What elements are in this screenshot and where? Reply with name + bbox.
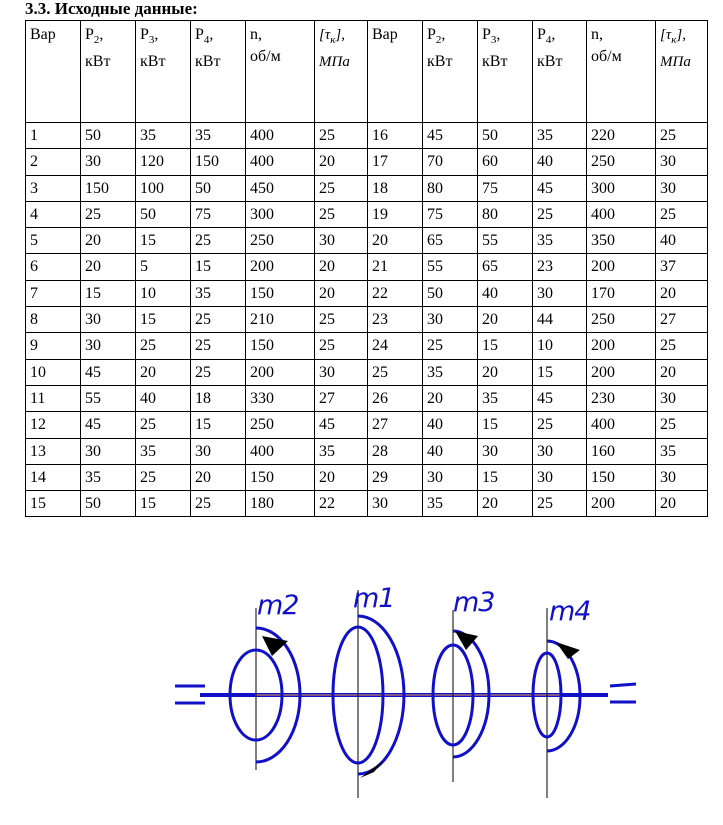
torque-arrow-m4 <box>556 642 580 659</box>
table-cell: 15 <box>26 491 81 517</box>
table-cell: 25 <box>191 307 246 333</box>
table-cell: 30 <box>81 438 136 464</box>
table-cell: 45 <box>81 412 136 438</box>
table-cell: 30 <box>533 438 587 464</box>
table-cell: 75 <box>191 201 246 227</box>
table-cell: 25 <box>656 412 708 438</box>
table-cell: 25 <box>533 201 587 227</box>
table-cell: 20 <box>478 491 533 517</box>
header-tau: $[\tau_к]$, МПа <box>315 21 368 123</box>
table-cell: 6 <box>26 254 81 280</box>
table-row <box>26 438 708 464</box>
table-cell: 35 <box>656 438 708 464</box>
table-cell: 150 <box>587 464 656 490</box>
table-cell: 150 <box>246 333 315 359</box>
table-cell: 35 <box>533 123 587 149</box>
table-cell: 50 <box>136 201 191 227</box>
table-cell: 20 <box>656 491 708 517</box>
header-p3-2: $P_3$, кВт <box>478 21 533 123</box>
table-cell: 200 <box>587 254 656 280</box>
table-row <box>26 254 708 280</box>
table-cell: 15 <box>533 359 587 385</box>
table-cell: 20 <box>656 280 708 306</box>
table-cell: 27 <box>656 307 708 333</box>
table-cell: 25 <box>656 201 708 227</box>
table-cell: 25 <box>533 491 587 517</box>
header-variant: Вар <box>26 21 81 123</box>
label-m4: m4 <box>549 596 591 627</box>
table-cell: 40 <box>423 438 478 464</box>
table-row <box>26 464 708 490</box>
table-cell: 40 <box>656 228 708 254</box>
header-n-2: n, об/м <box>587 21 656 123</box>
table-row <box>26 385 708 411</box>
table-cell: 14 <box>26 464 81 490</box>
table-cell: 25 <box>656 123 708 149</box>
input-data-table <box>25 20 708 517</box>
table-cell: 250 <box>587 307 656 333</box>
table-cell: 250 <box>587 149 656 175</box>
table-cell: 30 <box>656 175 708 201</box>
table-cell: 20 <box>656 359 708 385</box>
table-cell: 25 <box>368 359 423 385</box>
table-cell: 300 <box>246 201 315 227</box>
table-cell: 400 <box>246 123 315 149</box>
table-cell: 28 <box>368 438 423 464</box>
table-cell: 24 <box>368 333 423 359</box>
table-cell: 30 <box>533 464 587 490</box>
table-cell: 80 <box>478 201 533 227</box>
header-variant-2: Вар <box>368 21 423 123</box>
header-p2: $P_2$, кВт <box>81 21 136 123</box>
table-cell: 15 <box>81 280 136 306</box>
table-cell: 15 <box>478 412 533 438</box>
table-cell: 35 <box>81 464 136 490</box>
table-cell: 450 <box>246 175 315 201</box>
header-p4-2: $P_4$, кВт <box>533 21 587 123</box>
table-cell: 55 <box>478 228 533 254</box>
table-row <box>26 175 708 201</box>
section-title: 3.3. Исходные данные: <box>25 0 198 18</box>
table-row <box>26 333 708 359</box>
table-cell: 10 <box>533 333 587 359</box>
table-cell: 16 <box>368 123 423 149</box>
table-cell: 15 <box>191 254 246 280</box>
table-cell: 25 <box>81 201 136 227</box>
table-cell: 18 <box>368 175 423 201</box>
header-tau-2: $[\tau_к]$, МПа <box>656 21 708 123</box>
table-cell: 17 <box>368 149 423 175</box>
table-cell: 25 <box>315 307 368 333</box>
table-cell: 35 <box>136 438 191 464</box>
table-cell: 10 <box>26 359 81 385</box>
table-cell: 40 <box>423 412 478 438</box>
table-cell: 75 <box>423 201 478 227</box>
table-cell: 15 <box>136 491 191 517</box>
table-cell: 30 <box>81 149 136 175</box>
table-cell: 220 <box>587 123 656 149</box>
table-cell: 70 <box>423 149 478 175</box>
table-cell: 300 <box>587 175 656 201</box>
table-cell: 25 <box>533 412 587 438</box>
table-row <box>26 307 708 333</box>
table-cell: 40 <box>478 280 533 306</box>
table-cell: 60 <box>478 149 533 175</box>
table-cell: 160 <box>587 438 656 464</box>
table-cell: 25 <box>136 464 191 490</box>
table-row <box>26 201 708 227</box>
table-cell: 19 <box>368 201 423 227</box>
table-row <box>26 359 708 385</box>
table-cell: 400 <box>587 412 656 438</box>
table-cell: 25 <box>191 228 246 254</box>
table-cell: 50 <box>81 491 136 517</box>
table-cell: 23 <box>368 307 423 333</box>
table-cell: 25 <box>191 491 246 517</box>
table-cell: 30 <box>656 464 708 490</box>
table-cell: 15 <box>478 333 533 359</box>
table-cell: 20 <box>315 280 368 306</box>
label-m1: m1 <box>353 583 395 614</box>
label-m2: m2 <box>257 590 299 621</box>
table-cell: 20 <box>315 254 368 280</box>
table-cell: 200 <box>246 359 315 385</box>
table-cell: 30 <box>656 149 708 175</box>
table-cell: 2 <box>26 149 81 175</box>
table-cell: 150 <box>81 175 136 201</box>
table-cell: 5 <box>26 228 81 254</box>
table-cell: 20 <box>478 359 533 385</box>
disk-m3 <box>433 587 494 782</box>
table-cell: 35 <box>533 228 587 254</box>
table-cell: 50 <box>423 280 478 306</box>
table-cell: 23 <box>533 254 587 280</box>
table-cell: 20 <box>81 254 136 280</box>
table-cell: 37 <box>656 254 708 280</box>
table-cell: 30 <box>81 307 136 333</box>
table-cell: 15 <box>136 228 191 254</box>
label-m3: m3 <box>453 587 495 618</box>
table-cell: 30 <box>423 307 478 333</box>
table-cell: 15 <box>136 307 191 333</box>
table-cell: 100 <box>136 175 191 201</box>
disk-m2 <box>230 590 300 770</box>
table-cell: 80 <box>423 175 478 201</box>
table-cell: 20 <box>423 385 478 411</box>
table-cell: 20 <box>315 464 368 490</box>
table-cell: 50 <box>81 123 136 149</box>
table-cell: 15 <box>191 412 246 438</box>
table-cell: 25 <box>191 359 246 385</box>
table-cell: 45 <box>315 412 368 438</box>
table-cell: 330 <box>246 385 315 411</box>
header-p3: $P_3$, кВт <box>136 21 191 123</box>
table-cell: 44 <box>533 307 587 333</box>
table-cell: 20 <box>478 307 533 333</box>
table-row <box>26 412 708 438</box>
table-cell: 35 <box>136 123 191 149</box>
table-cell: 45 <box>533 175 587 201</box>
table-cell: 65 <box>423 228 478 254</box>
table-cell: 35 <box>478 385 533 411</box>
table-cell: 27 <box>315 385 368 411</box>
table-cell: 25 <box>423 333 478 359</box>
table-cell: 40 <box>533 149 587 175</box>
table-cell: 22 <box>315 491 368 517</box>
table-cell: 65 <box>478 254 533 280</box>
table-header-row <box>26 21 708 123</box>
table-cell: 7 <box>26 280 81 306</box>
table-cell: 45 <box>533 385 587 411</box>
table-cell: 25 <box>315 333 368 359</box>
table-cell: 150 <box>246 464 315 490</box>
shaft-end-right-1 <box>610 684 636 686</box>
table-cell: 400 <box>587 201 656 227</box>
table-cell: 1 <box>26 123 81 149</box>
table-cell: 20 <box>191 464 246 490</box>
table-cell: 18 <box>191 385 246 411</box>
table-cell: 250 <box>246 228 315 254</box>
disk-m1 <box>333 583 404 798</box>
table-cell: 200 <box>246 254 315 280</box>
table-cell: 15 <box>478 464 533 490</box>
table-cell: 35 <box>423 359 478 385</box>
table-cell: 150 <box>246 280 315 306</box>
table-cell: 170 <box>587 280 656 306</box>
table-cell: 180 <box>246 491 315 517</box>
table-cell: 20 <box>136 359 191 385</box>
table-cell: 21 <box>368 254 423 280</box>
table-cell: 10 <box>136 280 191 306</box>
table-cell: 40 <box>136 385 191 411</box>
table-cell: 25 <box>315 201 368 227</box>
table-cell: 200 <box>587 491 656 517</box>
table-cell: 30 <box>478 438 533 464</box>
table-cell: 30 <box>533 280 587 306</box>
table-cell: 26 <box>368 385 423 411</box>
table-cell: 25 <box>315 175 368 201</box>
table-cell: 30 <box>315 228 368 254</box>
table-cell: 29 <box>368 464 423 490</box>
table-cell: 25 <box>315 123 368 149</box>
table-cell: 35 <box>315 438 368 464</box>
table-cell: 5 <box>136 254 191 280</box>
table-cell: 200 <box>587 359 656 385</box>
table-cell: 30 <box>315 359 368 385</box>
table-cell: 45 <box>423 123 478 149</box>
table-cell: 50 <box>478 123 533 149</box>
table-cell: 350 <box>587 228 656 254</box>
table-cell: 400 <box>246 149 315 175</box>
table-cell: 55 <box>423 254 478 280</box>
table-cell: 30 <box>423 464 478 490</box>
table-cell: 35 <box>191 123 246 149</box>
table-cell: 250 <box>246 412 315 438</box>
table-cell: 25 <box>136 333 191 359</box>
table-cell: 25 <box>656 333 708 359</box>
shaft-diagram <box>0 560 723 825</box>
table-cell: 30 <box>81 333 136 359</box>
table-cell: 55 <box>81 385 136 411</box>
table-row <box>26 228 708 254</box>
table-cell: 3 <box>26 175 81 201</box>
table-cell: 13 <box>26 438 81 464</box>
table-cell: 9 <box>26 333 81 359</box>
table-cell: 20 <box>368 228 423 254</box>
header-p2-2: $P_2$, кВт <box>423 21 478 123</box>
table-row <box>26 491 708 517</box>
table-cell: 200 <box>587 333 656 359</box>
table-cell: 210 <box>246 307 315 333</box>
table-cell: 11 <box>26 385 81 411</box>
table-cell: 50 <box>191 175 246 201</box>
table-cell: 30 <box>368 491 423 517</box>
table-cell: 12 <box>26 412 81 438</box>
table-cell: 30 <box>191 438 246 464</box>
table-cell: 230 <box>587 385 656 411</box>
header-p4: $P_4$, кВт <box>191 21 246 123</box>
table-cell: 25 <box>191 333 246 359</box>
table-row <box>26 280 708 306</box>
table-cell: 75 <box>478 175 533 201</box>
table-cell: 120 <box>136 149 191 175</box>
table-cell: 30 <box>656 385 708 411</box>
table-cell: 20 <box>315 149 368 175</box>
table-row <box>26 123 708 149</box>
table-cell: 150 <box>191 149 246 175</box>
table-cell: 20 <box>81 228 136 254</box>
header-n: n, об/м <box>246 21 315 123</box>
table-cell: 45 <box>81 359 136 385</box>
table-cell: 22 <box>368 280 423 306</box>
table-cell: 4 <box>26 201 81 227</box>
table-cell: 400 <box>246 438 315 464</box>
table-cell: 35 <box>191 280 246 306</box>
table-row <box>26 149 708 175</box>
table-cell: 35 <box>423 491 478 517</box>
table-cell: 25 <box>136 412 191 438</box>
table-cell: 27 <box>368 412 423 438</box>
table-cell: 8 <box>26 307 81 333</box>
